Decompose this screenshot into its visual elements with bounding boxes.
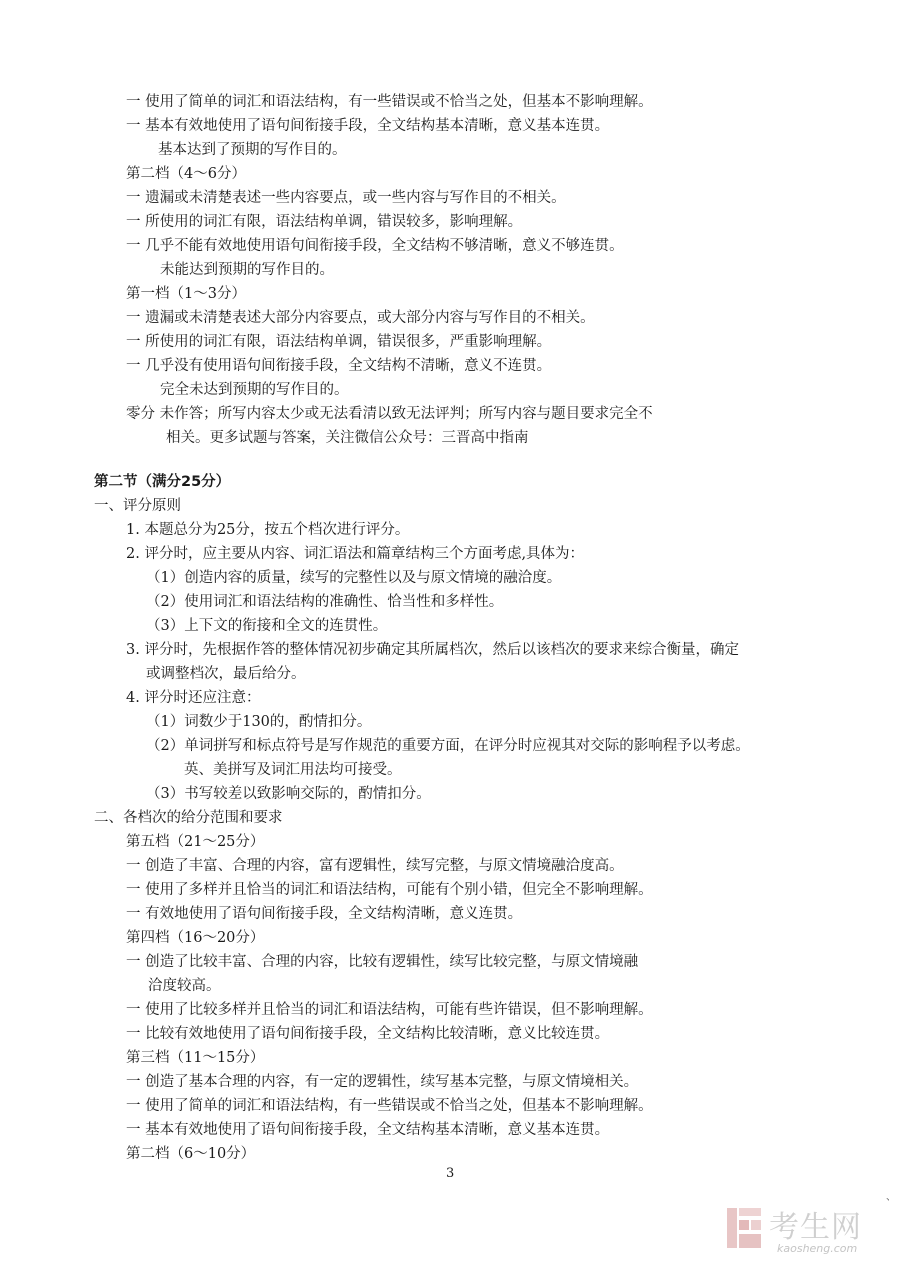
principle-subitem: （1）词数少于130的，酌情扣分。: [146, 714, 372, 730]
grade-level-heading: 第三档（11～15分）: [126, 1050, 265, 1066]
criterion-line: 一 所使用的词汇有限，语法结构单调，错误很多，严重影响理解。: [126, 334, 552, 350]
principle-subitem: （3）上下文的衔接和全文的连贯性。: [146, 618, 388, 634]
grade-level-heading: 第一档（1～3分）: [126, 286, 246, 302]
criterion-line: 一 遗漏或未清楚表述一些内容要点，或一些内容与写作目的不相关。: [126, 190, 566, 206]
principle-item: 或调整档次，最后给分。: [146, 666, 306, 682]
corner-mark: 、: [886, 1192, 896, 1203]
principle-item: 1. 本题总分为25分，按五个档次进行评分。: [126, 522, 410, 538]
kaosheng-logo-icon: [725, 1204, 763, 1252]
criterion-line: 一 几乎没有使用语句间衔接手段，全文结构不清晰，意义不连贯。: [126, 358, 552, 374]
criterion-line: 完全未达到预期的写作目的。: [160, 382, 349, 398]
zero-score-line: 零分 未作答；所写内容太少或无法看清以致无法评判；所写内容与题目要求完全不: [126, 406, 653, 422]
principle-item: 4. 评分时还应注意：: [126, 690, 261, 706]
zero-score-line: 相关。更多试题与答案，关注微信公众号：三晋高中指南: [166, 430, 529, 446]
grade-level-heading: 第二档（4～6分）: [126, 166, 246, 182]
principle-subitem: 英、美拼写及词汇用法均可接受。: [184, 762, 402, 778]
watermark-url: kaosheng.com: [777, 1242, 858, 1255]
criterion-line: 一 使用了比较多样并且恰当的词汇和语法结构，可能有些许错误，但不影响理解。: [126, 1002, 653, 1018]
criterion-line: 基本达到了预期的写作目的。: [158, 142, 347, 158]
criterion-line: 一 基本有效地使用了语句间衔接手段，全文结构基本清晰，意义基本连贯。: [126, 1122, 610, 1138]
principle-subitem: （1）创造内容的质量，续写的完整性以及与原文情境的融洽度。: [146, 570, 562, 586]
criterion-line: 一 创造了比较丰富、合理的内容，比较有逻辑性，续写比较完整，与原文情境融: [126, 954, 639, 970]
principle-subitem: （2）使用词汇和语法结构的准确性、恰当性和多样性。: [146, 594, 504, 610]
criterion-line: 一 使用了简单的词汇和语法结构，有一些错误或不恰当之处，但基本不影响理解。: [126, 94, 653, 110]
principle-subitem: （2）单词拼写和标点符号是写作规范的重要方面，在评分时应视其对交际的影响程予以考虑。: [146, 738, 750, 754]
section-heading: 第二节（满分25分）: [94, 474, 231, 490]
grade-level-heading: 第五档（21～25分）: [126, 834, 265, 850]
principle-subitem: （3）书写较差以致影响交际的，酌情扣分。: [146, 786, 431, 802]
principle-item: 2. 评分时，应主要从内容、词汇语法和篇章结构三个方面考虑,具体为：: [126, 546, 585, 562]
watermark: [725, 1202, 895, 1262]
principle-item: 3. 评分时，先根据作答的整体情况初步确定其所属档次，然后以该档次的要求来综合衡量，确定: [126, 642, 739, 658]
criterion-line: 一 基本有效地使用了语句间衔接手段，全文结构基本清晰，意义基本连贯。: [126, 118, 610, 134]
criterion-line: 一 几乎不能有效地使用语句间衔接手段，全文结构不够清晰，意义不够连贯。: [126, 238, 624, 254]
grade-level-heading: 第二档（6～10分）: [126, 1146, 256, 1162]
criterion-line: 一 有效地使用了语句间衔接手段，全文结构清晰，意义连贯。: [126, 906, 523, 922]
subsection-heading: 二、各档次的给分范围和要求: [94, 810, 283, 826]
criterion-line: 洽度较高。: [148, 978, 221, 994]
criterion-line: 一 创造了基本合理的内容，有一定的逻辑性，续写基本完整，与原文情境相关。: [126, 1074, 639, 1090]
criterion-line: 一 使用了简单的词汇和语法结构，有一些错误或不恰当之处，但基本不影响理解。: [126, 1098, 653, 1114]
criterion-line: 未能达到预期的写作目的。: [160, 262, 334, 278]
grade-level-heading: 第四档（16～20分）: [126, 930, 265, 946]
subsection-heading: 一、评分原则: [94, 498, 181, 514]
criterion-line: 一 比较有效地使用了语句间衔接手段，全文结构比较清晰，意义比较连贯。: [126, 1026, 610, 1042]
criterion-line: 一 遗漏或未清楚表述大部分内容要点，或大部分内容与写作目的不相关。: [126, 310, 595, 326]
criterion-line: 一 使用了多样并且恰当的词汇和语法结构，可能有个别小错，但完全不影响理解。: [126, 882, 653, 898]
page-number: 3: [446, 1166, 455, 1181]
criterion-line: 一 所使用的词汇有限，语法结构单调，错误较多，影响理解。: [126, 214, 523, 230]
watermark-brand: 考生网: [769, 1210, 862, 1245]
criterion-line: 一 创造了丰富、合理的内容，富有逻辑性，续写完整，与原文情境融洽度高。: [126, 858, 624, 874]
